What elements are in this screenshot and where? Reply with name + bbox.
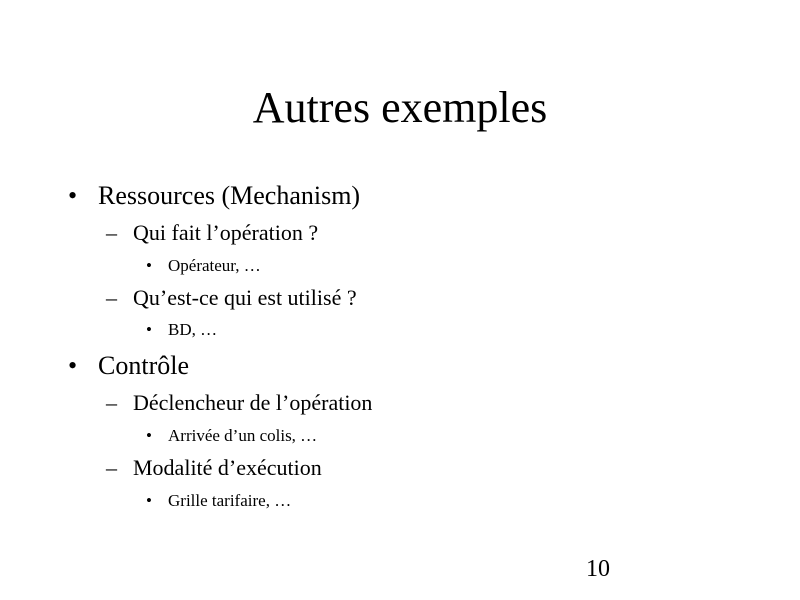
bullet-l3-operateur: Opérateur, … (168, 256, 261, 275)
bullet-marker-l3: • (146, 320, 152, 339)
slide-title: Autres exemples (252, 83, 548, 132)
bullet-l1-controle: Contrôle (98, 351, 189, 380)
bullet-l3-arrivee: Arrivée d’un colis, … (168, 426, 318, 445)
bullet-l3-grille: Grille tarifaire, … (168, 491, 292, 510)
dash-marker-l2: – (106, 455, 117, 480)
bullet-marker-l3: • (146, 426, 152, 445)
bullet-l2-modalite: Modalité d’exécution (133, 455, 322, 480)
bullet-marker-l3: • (146, 256, 152, 275)
bullet-l2-declencheur: Déclencheur de l’opération (133, 390, 373, 415)
dash-marker-l2: – (106, 390, 117, 415)
bullet-marker-l1: • (68, 181, 78, 210)
bullet-marker-l1: • (68, 351, 78, 380)
page-number: 10 (586, 556, 610, 582)
bullet-l2-utilise: Qu’est-ce qui est utilisé ? (133, 285, 357, 310)
bullet-l1-ressources: Ressources (Mechanism) (98, 181, 361, 210)
dash-marker-l2: – (106, 220, 117, 245)
dash-marker-l2: – (106, 285, 117, 310)
bullet-l3-bd: BD, … (168, 320, 218, 339)
bullet-marker-l3: • (146, 491, 152, 510)
bullet-l2-qui-fait: Qui fait l’opération ? (133, 220, 319, 245)
